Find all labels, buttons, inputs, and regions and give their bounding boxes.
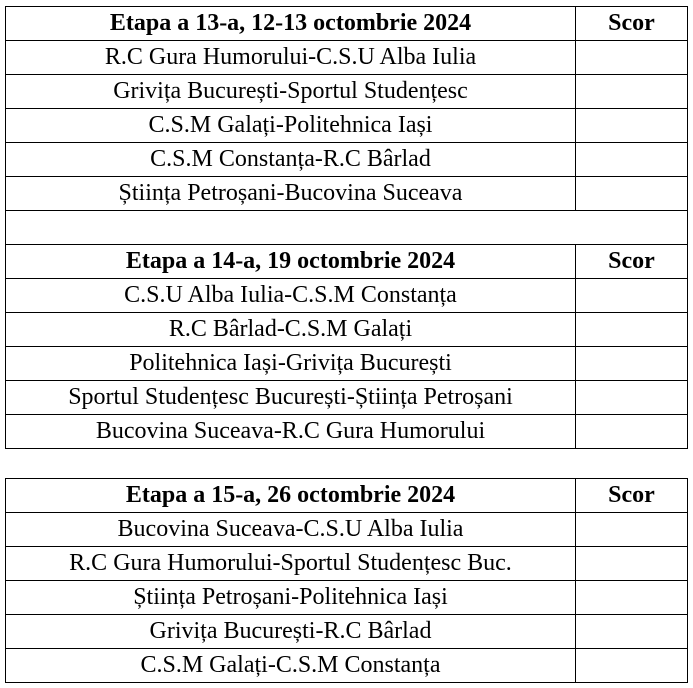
match-row xyxy=(6,513,688,547)
score-cell xyxy=(576,581,688,615)
score-cell xyxy=(576,177,688,211)
score-cell xyxy=(576,615,688,649)
score-cell xyxy=(576,547,688,581)
match-row xyxy=(6,313,688,347)
match-row xyxy=(6,279,688,313)
match-row xyxy=(6,649,688,683)
match-name: C.S.U Alba Iulia-C.S.M Constanța xyxy=(6,279,576,313)
spacer-cell xyxy=(6,211,688,245)
match-row xyxy=(6,109,688,143)
round-15-header xyxy=(6,479,688,513)
score-cell xyxy=(576,381,688,415)
score-cell xyxy=(576,41,688,75)
match-row xyxy=(6,615,688,649)
match-name: C.S.M Galați-Politehnica Iași xyxy=(6,109,576,143)
score-cell xyxy=(576,109,688,143)
match-row xyxy=(6,381,688,415)
match-name: Politehnica Iași-Grivița București xyxy=(6,347,576,381)
spacer-row xyxy=(6,211,688,245)
match-row xyxy=(6,75,688,109)
match-name: Grivița București-Sportul Studențesc xyxy=(6,75,576,109)
match-row xyxy=(6,41,688,75)
round-title: Etapa a 14-a, 19 octombrie 2024 xyxy=(6,245,576,279)
match-row xyxy=(6,415,688,449)
match-name: C.S.M Galați-C.S.M Constanța xyxy=(6,649,576,683)
round-14-header xyxy=(6,245,688,279)
score-header: Scor xyxy=(576,7,688,41)
match-row xyxy=(6,547,688,581)
score-cell xyxy=(576,347,688,381)
match-name: Bucovina Suceava-R.C Gura Humorului xyxy=(6,415,576,449)
score-cell xyxy=(576,415,688,449)
score-header: Scor xyxy=(576,245,688,279)
fixtures-table-round-15 xyxy=(5,478,688,683)
round-title: Etapa a 13-a, 12-13 octombrie 2024 xyxy=(6,7,576,41)
fixtures-table-rounds-13-14 xyxy=(5,6,688,449)
score-cell xyxy=(576,75,688,109)
round-title: Etapa a 15-a, 26 octombrie 2024 xyxy=(6,479,576,513)
match-name: R.C Bârlad-C.S.M Galați xyxy=(6,313,576,347)
match-name: Sportul Studențesc București-Știința Petroșani xyxy=(6,381,576,415)
match-name: R.C Gura Humorului-C.S.U Alba Iulia xyxy=(6,41,576,75)
score-cell xyxy=(576,279,688,313)
match-row xyxy=(6,347,688,381)
match-name: Grivița București-R.C Bârlad xyxy=(6,615,576,649)
match-row xyxy=(6,143,688,177)
score-cell xyxy=(576,143,688,177)
round-13-header xyxy=(6,7,688,41)
score-cell xyxy=(576,313,688,347)
match-name: R.C Gura Humorului-Sportul Studențesc Buc. xyxy=(6,547,576,581)
match-name: Știința Petroșani-Politehnica Iași xyxy=(6,581,576,615)
match-name: C.S.M Constanța-R.C Bârlad xyxy=(6,143,576,177)
score-cell xyxy=(576,513,688,547)
match-row xyxy=(6,581,688,615)
score-header: Scor xyxy=(576,479,688,513)
match-name: Bucovina Suceava-C.S.U Alba Iulia xyxy=(6,513,576,547)
score-cell xyxy=(576,649,688,683)
match-row xyxy=(6,177,688,211)
match-name: Știința Petroșani-Bucovina Suceava xyxy=(6,177,576,211)
